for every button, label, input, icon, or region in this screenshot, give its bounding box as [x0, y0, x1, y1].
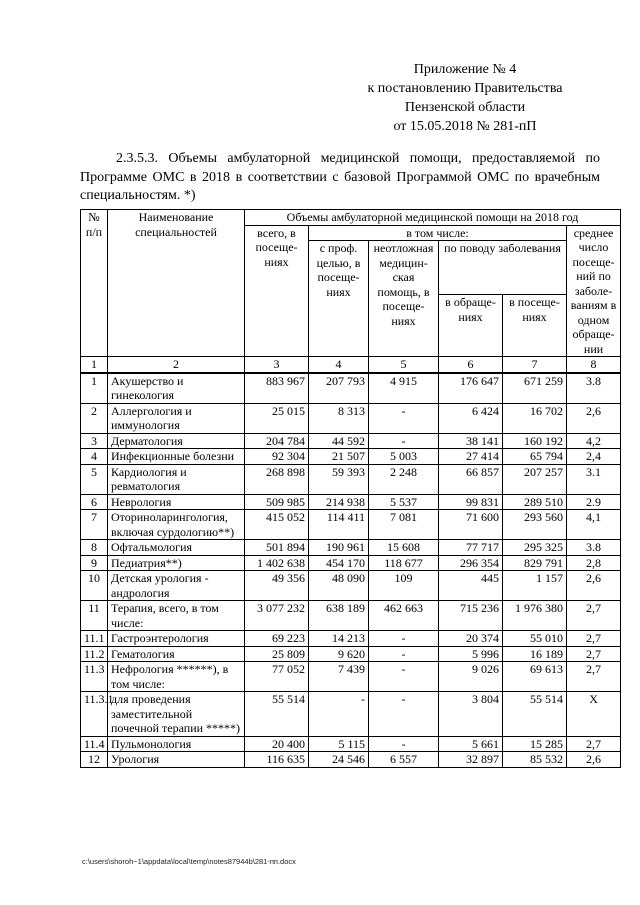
cell-visits: 293 560	[503, 510, 567, 540]
table-row	[81, 433, 621, 449]
cell-avg: 3.1	[567, 464, 621, 494]
cell-visits: 160 192	[503, 433, 567, 449]
cell-visits: 69 613	[503, 662, 567, 692]
col-number: 1	[81, 357, 108, 373]
header-incl: в том числе:	[309, 225, 567, 241]
cell-urgent: -	[369, 692, 439, 737]
cell-avg: Х	[567, 692, 621, 737]
cell-prof: 114 411	[309, 510, 369, 540]
cell-prof: 8 313	[309, 403, 369, 433]
cell-visits: 15 285	[503, 736, 567, 752]
cell-avg: 2,7	[567, 646, 621, 662]
volumes-table	[80, 209, 621, 768]
cell-prof: 5 115	[309, 736, 369, 752]
cell-total: 77 052	[245, 662, 309, 692]
file-path-footer: c:\users\shoroh~1\appdata\local\temp\notes87944b\281-пп.docx	[82, 857, 296, 866]
cell-prof: 7 439	[309, 662, 369, 692]
col-number: 2	[108, 357, 245, 373]
cell-appeals: 77 717	[439, 540, 503, 556]
intro-text: 2.3.5.3. Объемы амбулаторной медицинской помощи, предоставляемой по Программе ОМС в 2018 в соответствии с базовой Программой ОМС по врачебным специальностям. *)	[80, 151, 600, 203]
cell-name: Гематология	[108, 646, 245, 662]
cell-prof: -	[309, 692, 369, 737]
cell-prof: 48 090	[309, 571, 369, 601]
cell-n: 7	[81, 510, 108, 540]
cell-n: 11	[81, 601, 108, 631]
cell-name: Дерматология	[108, 433, 245, 449]
cell-appeals: 66 857	[439, 464, 503, 494]
cell-total: 883 967	[245, 373, 309, 404]
cell-name: Неврология	[108, 494, 245, 510]
cell-name: Урология	[108, 752, 245, 768]
cell-avg: 2,7	[567, 736, 621, 752]
table-row	[81, 662, 621, 692]
cell-name: Педиатрия**)	[108, 555, 245, 571]
cell-n: 9	[81, 555, 108, 571]
cell-total: 204 784	[245, 433, 309, 449]
cell-name: для проведения заместительной почечной терапии *****)	[108, 692, 245, 737]
cell-appeals: 3 804	[439, 692, 503, 737]
cell-n: 10	[81, 571, 108, 601]
cell-urgent: -	[369, 631, 439, 647]
cell-n: 2	[81, 403, 108, 433]
cell-n: 3	[81, 433, 108, 449]
cell-total: 55 514	[245, 692, 309, 737]
cell-visits: 671 259	[503, 373, 567, 404]
cell-total: 501 894	[245, 540, 309, 556]
cell-name: Кардиология и ревматология	[108, 464, 245, 494]
cell-prof: 59 393	[309, 464, 369, 494]
cell-appeals: 32 897	[439, 752, 503, 768]
cell-visits: 55 010	[503, 631, 567, 647]
cell-total: 69 223	[245, 631, 309, 647]
cell-urgent: 5 003	[369, 449, 439, 465]
col-number: 7	[503, 357, 567, 373]
cell-avg: 2,4	[567, 449, 621, 465]
cell-urgent: 2 248	[369, 464, 439, 494]
column-numbers-row	[81, 357, 621, 373]
cell-appeals: 5 996	[439, 646, 503, 662]
cell-n: 11.2	[81, 646, 108, 662]
table-row	[81, 646, 621, 662]
cell-name: Инфекционные болезни	[108, 449, 245, 465]
cell-prof: 190 961	[309, 540, 369, 556]
cell-prof: 454 170	[309, 555, 369, 571]
cell-prof: 21 507	[309, 449, 369, 465]
annex-header	[330, 60, 600, 136]
cell-n: 11.1	[81, 631, 108, 647]
table-row	[81, 540, 621, 556]
cell-avg: 3.8	[567, 540, 621, 556]
cell-urgent: -	[369, 403, 439, 433]
cell-prof: 9 620	[309, 646, 369, 662]
cell-prof: 638 189	[309, 601, 369, 631]
cell-appeals: 38 141	[439, 433, 503, 449]
cell-appeals: 296 354	[439, 555, 503, 571]
cell-visits: 207 257	[503, 464, 567, 494]
cell-appeals: 9 026	[439, 662, 503, 692]
table-row	[81, 555, 621, 571]
cell-visits: 829 791	[503, 555, 567, 571]
cell-visits: 55 514	[503, 692, 567, 737]
header-num: № п/п	[81, 210, 108, 357]
cell-urgent: 462 663	[369, 601, 439, 631]
cell-total: 49 356	[245, 571, 309, 601]
table-row	[81, 373, 621, 404]
cell-total: 1 402 638	[245, 555, 309, 571]
cell-name: Гастроэнтерология	[108, 631, 245, 647]
cell-avg: 2,6	[567, 571, 621, 601]
header-avg: среднее число посеще- ний по заболе- ваниям в одном обраще- нии	[567, 225, 621, 357]
table-row	[81, 464, 621, 494]
table-row	[81, 752, 621, 768]
table-row	[81, 510, 621, 540]
cell-name: Нефрология ******), в том числе:	[108, 662, 245, 692]
cell-total: 92 304	[245, 449, 309, 465]
cell-avg: 4,1	[567, 510, 621, 540]
table-row	[81, 449, 621, 465]
cell-visits: 295 325	[503, 540, 567, 556]
cell-visits: 289 510	[503, 494, 567, 510]
cell-urgent: 4 915	[369, 373, 439, 404]
annex-date: от 15.05.2018 № 281-пП	[393, 119, 537, 134]
table-row	[81, 692, 621, 737]
cell-urgent: 109	[369, 571, 439, 601]
cell-n: 8	[81, 540, 108, 556]
cell-visits: 16 702	[503, 403, 567, 433]
header-name: Наименование специальностей	[108, 210, 245, 357]
cell-appeals: 27 414	[439, 449, 503, 465]
cell-appeals: 71 600	[439, 510, 503, 540]
cell-prof: 44 592	[309, 433, 369, 449]
cell-n: 6	[81, 494, 108, 510]
cell-urgent: 15 608	[369, 540, 439, 556]
cell-visits: 16 189	[503, 646, 567, 662]
cell-total: 116 635	[245, 752, 309, 768]
cell-urgent: 6 557	[369, 752, 439, 768]
cell-appeals: 5 661	[439, 736, 503, 752]
cell-urgent: -	[369, 433, 439, 449]
cell-avg: 3.8	[567, 373, 621, 404]
cell-name: Терапия, всего, в том числе:	[108, 601, 245, 631]
cell-name: Аллергология и иммунология	[108, 403, 245, 433]
annex-region: Пензенской области	[404, 100, 526, 115]
annex-decree: к постановлению Правительства	[367, 81, 563, 96]
cell-total: 415 052	[245, 510, 309, 540]
cell-avg: 2.9	[567, 494, 621, 510]
cell-n: 11.4	[81, 736, 108, 752]
cell-prof: 24 546	[309, 752, 369, 768]
cell-avg: 2,7	[567, 631, 621, 647]
header-disease: по поводу заболевания	[439, 241, 567, 295]
header-visits: в посеще- ниях	[503, 295, 567, 357]
cell-total: 25 809	[245, 646, 309, 662]
cell-total: 25 015	[245, 403, 309, 433]
cell-urgent: 118 677	[369, 555, 439, 571]
cell-name: Детская урология - андрология	[108, 571, 245, 601]
col-number: 5	[369, 357, 439, 373]
table-row	[81, 403, 621, 433]
header-group: Объемы амбулаторной медицинской помощи на 2018 год	[245, 210, 621, 226]
cell-n: 11.3.1	[81, 692, 108, 737]
cell-visits: 85 532	[503, 752, 567, 768]
cell-avg: 4,2	[567, 433, 621, 449]
annex-title: Приложение № 4	[413, 62, 517, 77]
cell-appeals: 6 424	[439, 403, 503, 433]
cell-urgent: 5 537	[369, 494, 439, 510]
table-row	[81, 601, 621, 631]
cell-total: 3 077 232	[245, 601, 309, 631]
header-urgent: неотложная медицин- ская помощь, в посеще- ниях	[369, 241, 439, 357]
cell-appeals: 99 831	[439, 494, 503, 510]
col-number: 3	[245, 357, 309, 373]
cell-visits: 1 157	[503, 571, 567, 601]
cell-visits: 65 794	[503, 449, 567, 465]
cell-urgent: -	[369, 736, 439, 752]
cell-appeals: 715 236	[439, 601, 503, 631]
col-number: 6	[439, 357, 503, 373]
cell-avg: 2,8	[567, 555, 621, 571]
cell-prof: 214 938	[309, 494, 369, 510]
cell-appeals: 20 374	[439, 631, 503, 647]
header-appeals: в обраще- ниях	[439, 295, 503, 357]
table-row	[81, 494, 621, 510]
cell-urgent: 7 081	[369, 510, 439, 540]
cell-name: Офтальмология	[108, 540, 245, 556]
table-row	[81, 571, 621, 601]
cell-n: 5	[81, 464, 108, 494]
col-number: 4	[309, 357, 369, 373]
cell-total: 20 400	[245, 736, 309, 752]
cell-urgent: -	[369, 646, 439, 662]
cell-avg: 2,7	[567, 662, 621, 692]
cell-total: 268 898	[245, 464, 309, 494]
cell-n: 11.3	[81, 662, 108, 692]
header-total: всего, в посеще- ниях	[245, 225, 309, 357]
intro-paragraph	[80, 150, 600, 206]
table-row	[81, 631, 621, 647]
cell-prof: 14 213	[309, 631, 369, 647]
cell-n: 4	[81, 449, 108, 465]
cell-n: 1	[81, 373, 108, 404]
cell-appeals: 445	[439, 571, 503, 601]
cell-visits: 1 976 380	[503, 601, 567, 631]
cell-avg: 2,6	[567, 403, 621, 433]
cell-urgent: -	[369, 662, 439, 692]
cell-name: Оториноларингология, включая сурдологию**)	[108, 510, 245, 540]
col-number: 8	[567, 357, 621, 373]
table-row	[81, 736, 621, 752]
cell-n: 12	[81, 752, 108, 768]
cell-total: 509 985	[245, 494, 309, 510]
cell-prof: 207 793	[309, 373, 369, 404]
cell-name: Акушерство и гинекология	[108, 373, 245, 404]
header-prof: с проф. целью, в посеще- ниях	[309, 241, 369, 357]
cell-avg: 2,7	[567, 601, 621, 631]
cell-name: Пульмонология	[108, 736, 245, 752]
cell-appeals: 176 647	[439, 373, 503, 404]
cell-avg: 2,6	[567, 752, 621, 768]
